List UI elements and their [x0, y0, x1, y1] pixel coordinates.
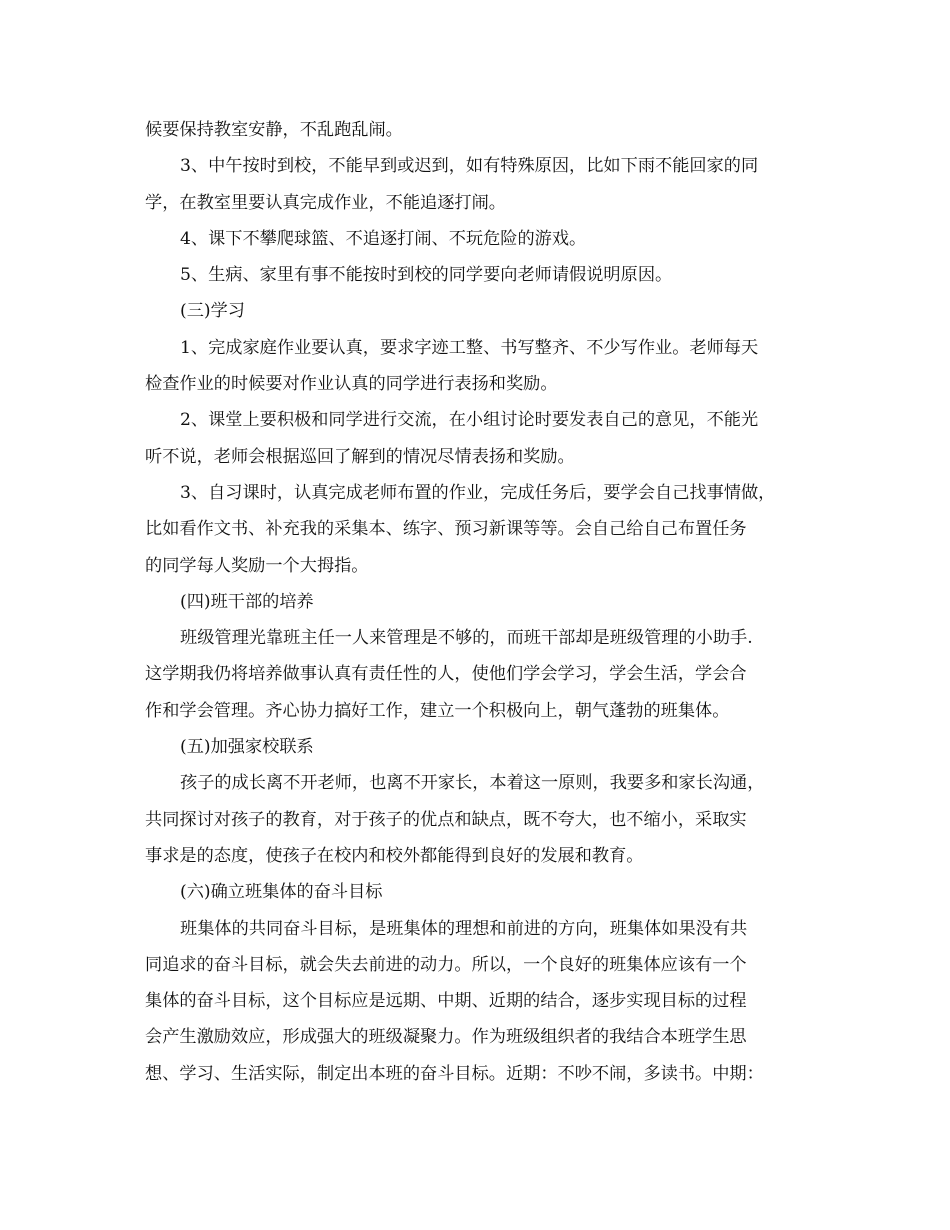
section-heading: (五)加强家校联系 — [180, 737, 314, 758]
text-line: 5、生病、家里有事不能按时到校的同学要向老师请假说明原因。 — [180, 265, 673, 286]
text-line: 检查作业的时候要对作业认真的同学进行表扬和奖励。 — [145, 374, 558, 395]
text-line: 候要保持教室安静，不乱跑乱闹。 — [145, 120, 403, 140]
text-line: 2、课堂上要积极和同学进行交流，在小组讨论时要发表自己的意见，不能光 — [180, 410, 759, 431]
text-line: 作和学会管理。齐心协力搞好工作，建立一个积极向上，朝气蓬勃的班集体。 — [145, 700, 730, 721]
text-line: 集体的奋斗目标，这个目标应是远期、中期、近期的结合，逐步实现目标的过程 — [145, 991, 747, 1012]
text-line: 3、自习课时，认真完成老师布置的作业，完成任务后，要学会自己找事情做， — [180, 482, 776, 503]
section-heading: (四)班干部的培养 — [180, 591, 314, 612]
document-body — [145, 112, 825, 1092]
text-line: 4、课下不攀爬球篮、不追逐打闹、不玩危险的游戏。 — [180, 228, 587, 249]
text-line: 比如看作文书、补充我的采集本、练字、预习新课等等。会自己给自己布置任务 — [145, 519, 747, 540]
text-line: 班集体的共同奋斗目标，是班集体的理想和前进的方向，班集体如果没有共 — [180, 918, 748, 939]
text-line: 学，在教室里要认真完成作业，不能追逐打闹。 — [145, 192, 506, 213]
text-line: 同追求的奋斗目标，就会失去前进的动力。所以，一个良好的班集体应该有一个 — [145, 954, 747, 975]
section-heading: (三)学习 — [180, 301, 245, 322]
text-line: 共同探讨对孩子的教育，对于孩子的优点和缺点，既不夸大，也不缩小，采取实 — [145, 809, 747, 830]
section-heading: (六)确立班集体的奋斗目标 — [180, 882, 383, 903]
text-line: 想、学习、生活实际，制定出本班的奋斗目标。近期：不吵不闹，多读书。中期： — [145, 1063, 764, 1084]
text-line: 3、中午按时到校，不能早到或迟到，如有特殊原因，比如下雨不能回家的同 — [180, 156, 759, 177]
text-line: 班级管理光靠班主任一人来管理是不够的，而班干部却是班级管理的小助手. — [180, 628, 753, 649]
text-line: 听不说，老师会根据巡回了解到的情况尽情表扬和奖励。 — [145, 446, 575, 467]
text-line: 孩子的成长离不开老师，也离不开家长，本着这一原则，我要多和家长沟通， — [180, 773, 765, 794]
text-line: 的同学每人奖励一个大拇指。 — [145, 555, 369, 576]
text-line: 会产生激励效应，形成强大的班级凝聚力。作为班级组织者的我结合本班学生思 — [145, 1027, 747, 1048]
text-line: 这学期我仍将培养做事认真有责任性的人，使他们学会学习，学会生活，学会合 — [145, 664, 747, 685]
text-line: 1、完成家庭作业要认真，要求字迹工整、书写整齐、不少写作业。老师每天 — [180, 337, 759, 358]
text-line: 事求是的态度，使孩子在校内和校外都能得到良好的发展和教育。 — [145, 845, 644, 866]
